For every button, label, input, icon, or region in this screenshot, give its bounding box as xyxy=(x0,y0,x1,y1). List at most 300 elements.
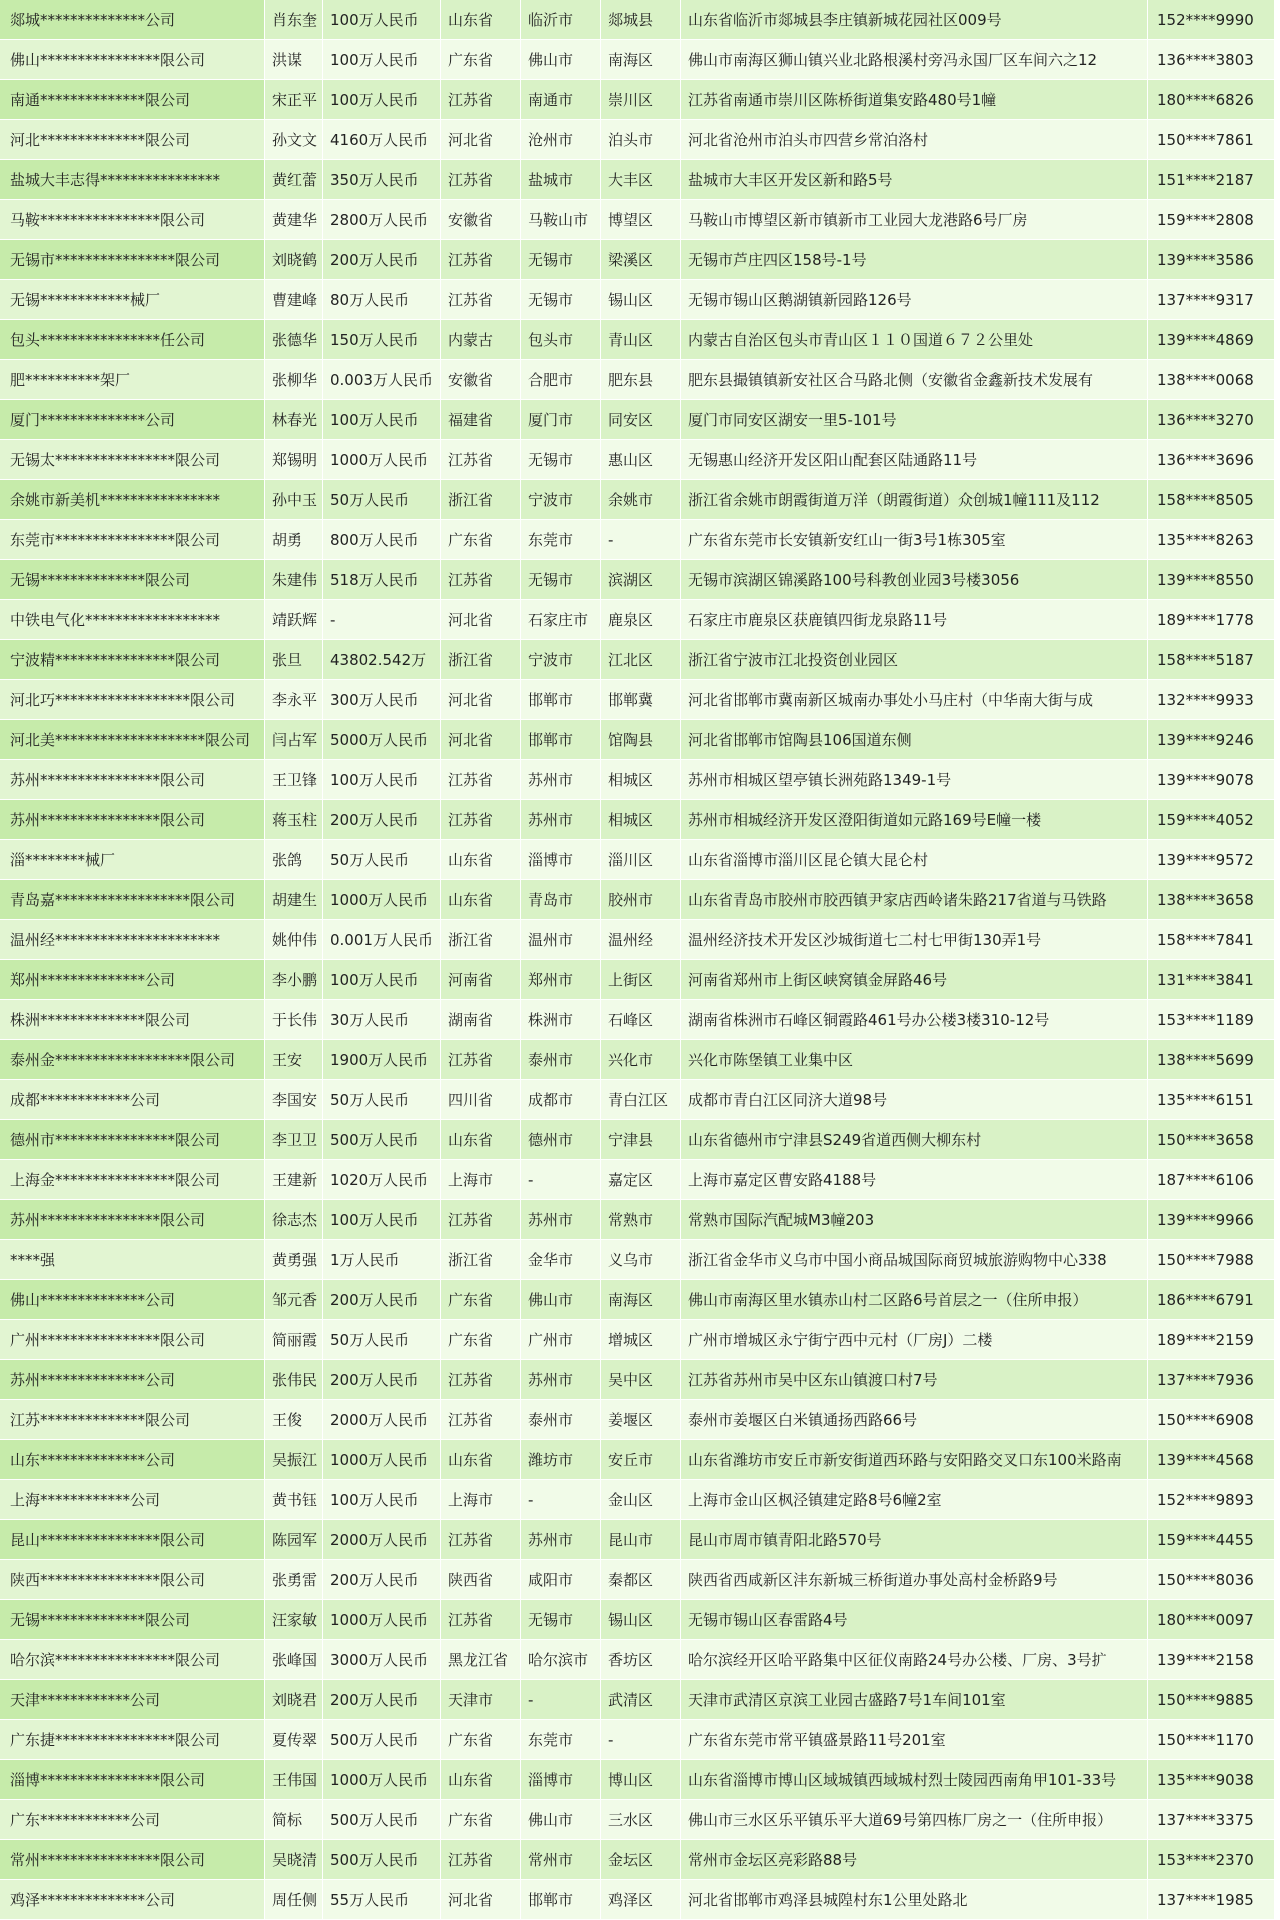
legal-person-cell: 周任侧 xyxy=(265,1880,323,1920)
city-cell: 宁波市 xyxy=(521,480,601,520)
province-cell: 江苏省 xyxy=(441,560,521,600)
district-cell: 青山区 xyxy=(601,320,681,360)
province-cell: 黑龙江省 xyxy=(441,1640,521,1680)
legal-person-cell: 刘晓君 xyxy=(265,1680,323,1720)
address-cell: 常熟市国际汽配城M3幢203 xyxy=(681,1200,1148,1240)
phone-cell: 139****4869 xyxy=(1148,320,1275,360)
registered-capital-cell: 150万人民币 xyxy=(323,320,441,360)
legal-person-cell: 张旦 xyxy=(265,640,323,680)
registered-capital-cell: 0.003万人民币 xyxy=(323,360,441,400)
company-name-cell: 山东**************公司 xyxy=(0,1440,265,1480)
table-row xyxy=(0,320,1275,360)
company-name-cell: 天津************公司 xyxy=(0,1680,265,1720)
province-cell: 河北省 xyxy=(441,120,521,160)
registered-capital-cell: 1万人民币 xyxy=(323,1240,441,1280)
company-name-cell: 鸡泽**************公司 xyxy=(0,1880,265,1920)
phone-cell: 139****9966 xyxy=(1148,1200,1275,1240)
registered-capital-cell: 200万人民币 xyxy=(323,800,441,840)
table-row xyxy=(0,1800,1275,1840)
phone-cell: 150****7988 xyxy=(1148,1240,1275,1280)
district-cell: 青白江区 xyxy=(601,1080,681,1120)
address-cell: 陕西省西咸新区沣东新城三桥街道办事处高村金桥路9号 xyxy=(681,1560,1148,1600)
address-cell: 成都市青白江区同济大道98号 xyxy=(681,1080,1148,1120)
table-row xyxy=(0,800,1275,840)
address-cell: 无锡市芦庄四区158号-1号 xyxy=(681,240,1148,280)
district-cell: 滨湖区 xyxy=(601,560,681,600)
registered-capital-cell: 1000万人民币 xyxy=(323,880,441,920)
phone-cell: 139****2158 xyxy=(1148,1640,1275,1680)
company-name-cell: 盐城大丰志得**************** xyxy=(0,160,265,200)
city-cell: 邯郸市 xyxy=(521,1880,601,1920)
city-cell: 苏州市 xyxy=(521,1200,601,1240)
company-name-cell: 余姚市新美机**************** xyxy=(0,480,265,520)
district-cell: 吴中区 xyxy=(601,1360,681,1400)
registered-capital-cell: 300万人民币 xyxy=(323,680,441,720)
table-row xyxy=(0,1000,1275,1040)
registered-capital-cell: 100万人民币 xyxy=(323,1200,441,1240)
legal-person-cell: 张伟民 xyxy=(265,1360,323,1400)
district-cell: 锡山区 xyxy=(601,280,681,320)
registered-capital-cell: 100万人民币 xyxy=(323,40,441,80)
legal-person-cell: 王俊 xyxy=(265,1400,323,1440)
registered-capital-cell: 100万人民币 xyxy=(323,1480,441,1520)
city-cell: 咸阳市 xyxy=(521,1560,601,1600)
district-cell: 嘉定区 xyxy=(601,1160,681,1200)
city-cell: 广州市 xyxy=(521,1320,601,1360)
company-name-cell: 泰州金******************限公司 xyxy=(0,1040,265,1080)
phone-cell: 135****6151 xyxy=(1148,1080,1275,1120)
city-cell: 无锡市 xyxy=(521,1600,601,1640)
address-cell: 石家庄市鹿泉区获鹿镇四街龙泉路11号 xyxy=(681,600,1148,640)
phone-cell: 158****7841 xyxy=(1148,920,1275,960)
company-name-cell: 河北美********************限公司 xyxy=(0,720,265,760)
registered-capital-cell: 80万人民币 xyxy=(323,280,441,320)
address-cell: 肥东县撮镇镇新安社区合马路北侧（安徽省金鑫新技术发展有 xyxy=(681,360,1148,400)
city-cell: 德州市 xyxy=(521,1120,601,1160)
phone-cell: 139****9246 xyxy=(1148,720,1275,760)
legal-person-cell: 徐志杰 xyxy=(265,1200,323,1240)
province-cell: 广东省 xyxy=(441,1320,521,1360)
province-cell: 上海市 xyxy=(441,1480,521,1520)
table-row xyxy=(0,600,1275,640)
phone-cell: 187****6106 xyxy=(1148,1160,1275,1200)
company-name-cell: 佛山****************限公司 xyxy=(0,40,265,80)
table-row xyxy=(0,1480,1275,1520)
province-cell: 河北省 xyxy=(441,1880,521,1920)
registered-capital-cell: 43802.542万 xyxy=(323,640,441,680)
district-cell: 大丰区 xyxy=(601,160,681,200)
phone-cell: 138****5699 xyxy=(1148,1040,1275,1080)
table-row xyxy=(0,1200,1275,1240)
registered-capital-cell: 500万人民币 xyxy=(323,1800,441,1840)
table-row xyxy=(0,1320,1275,1360)
legal-person-cell: 郑锡明 xyxy=(265,440,323,480)
company-name-cell: 南通**************限公司 xyxy=(0,80,265,120)
legal-person-cell: 夏传翠 xyxy=(265,1720,323,1760)
province-cell: 安徽省 xyxy=(441,360,521,400)
registered-capital-cell: 200万人民币 xyxy=(323,1560,441,1600)
table-row xyxy=(0,880,1275,920)
table-row xyxy=(0,0,1275,40)
table-row xyxy=(0,760,1275,800)
province-cell: 四川省 xyxy=(441,1080,521,1120)
registered-capital-cell: 200万人民币 xyxy=(323,1680,441,1720)
table-row xyxy=(0,400,1275,440)
phone-cell: 180****6826 xyxy=(1148,80,1275,120)
table-row xyxy=(0,1600,1275,1640)
city-cell: 苏州市 xyxy=(521,760,601,800)
address-cell: 河北省邯郸市冀南新区城南办事处小马庄村（中华南大街与成 xyxy=(681,680,1148,720)
phone-cell: 159****2808 xyxy=(1148,200,1275,240)
registered-capital-cell: 100万人民币 xyxy=(323,80,441,120)
district-cell: 惠山区 xyxy=(601,440,681,480)
province-cell: 浙江省 xyxy=(441,1240,521,1280)
district-cell: - xyxy=(601,1720,681,1760)
district-cell: 石峰区 xyxy=(601,1000,681,1040)
city-cell: - xyxy=(521,1160,601,1200)
address-cell: 山东省淄博市博山区域城镇西域城村烈士陵园西南角甲101-33号 xyxy=(681,1760,1148,1800)
phone-cell: 139****8550 xyxy=(1148,560,1275,600)
table-row xyxy=(0,440,1275,480)
legal-person-cell: 孙文文 xyxy=(265,120,323,160)
phone-cell: 150****7861 xyxy=(1148,120,1275,160)
district-cell: 兴化市 xyxy=(601,1040,681,1080)
table-row xyxy=(0,1560,1275,1600)
legal-person-cell: 张勇雷 xyxy=(265,1560,323,1600)
city-cell: 苏州市 xyxy=(521,1520,601,1560)
city-cell: 无锡市 xyxy=(521,440,601,480)
legal-person-cell: 张德华 xyxy=(265,320,323,360)
phone-cell: 131****3841 xyxy=(1148,960,1275,1000)
province-cell: 山东省 xyxy=(441,840,521,880)
table-row xyxy=(0,200,1275,240)
province-cell: 江苏省 xyxy=(441,1360,521,1400)
company-name-cell: 无锡************械厂 xyxy=(0,280,265,320)
legal-person-cell: 吴振江 xyxy=(265,1440,323,1480)
table-row xyxy=(0,1680,1275,1720)
city-cell: 成都市 xyxy=(521,1080,601,1120)
legal-person-cell: 李卫卫 xyxy=(265,1120,323,1160)
legal-person-cell: 靖跃辉 xyxy=(265,600,323,640)
address-cell: 兴化市陈堡镇工业集中区 xyxy=(681,1040,1148,1080)
address-cell: 无锡市锡山区春雷路4号 xyxy=(681,1600,1148,1640)
district-cell: 秦都区 xyxy=(601,1560,681,1600)
registered-capital-cell: 0.001万人民币 xyxy=(323,920,441,960)
district-cell: 南海区 xyxy=(601,1280,681,1320)
city-cell: 温州市 xyxy=(521,920,601,960)
province-cell: 福建省 xyxy=(441,400,521,440)
legal-person-cell: 李小鹏 xyxy=(265,960,323,1000)
legal-person-cell: 林春光 xyxy=(265,400,323,440)
table-row xyxy=(0,120,1275,160)
city-cell: 苏州市 xyxy=(521,1360,601,1400)
address-cell: 湖南省株洲市石峰区铜霞路461号办公楼3楼310-12号 xyxy=(681,1000,1148,1040)
phone-cell: 180****0097 xyxy=(1148,1600,1275,1640)
province-cell: 天津市 xyxy=(441,1680,521,1720)
city-cell: 潍坊市 xyxy=(521,1440,601,1480)
registered-capital-cell: 350万人民币 xyxy=(323,160,441,200)
province-cell: 江苏省 xyxy=(441,160,521,200)
table-row xyxy=(0,1760,1275,1800)
city-cell: 金华市 xyxy=(521,1240,601,1280)
phone-cell: 132****9933 xyxy=(1148,680,1275,720)
registered-capital-cell: 500万人民币 xyxy=(323,1120,441,1160)
company-name-cell: 苏州****************限公司 xyxy=(0,760,265,800)
city-cell: 沧州市 xyxy=(521,120,601,160)
city-cell: 邯郸市 xyxy=(521,720,601,760)
address-cell: 佛山市南海区狮山镇兴业北路根溪村旁冯永国厂区车间六之12 xyxy=(681,40,1148,80)
company-name-cell: 陕西****************限公司 xyxy=(0,1560,265,1600)
company-name-cell: 佛山**************公司 xyxy=(0,1280,265,1320)
registered-capital-cell: 1000万人民币 xyxy=(323,1440,441,1480)
company-name-cell: 苏州****************限公司 xyxy=(0,1200,265,1240)
legal-person-cell: 王伟国 xyxy=(265,1760,323,1800)
province-cell: 河南省 xyxy=(441,960,521,1000)
district-cell: 鸡泽区 xyxy=(601,1880,681,1920)
province-cell: 江苏省 xyxy=(441,1200,521,1240)
legal-person-cell: 蒋玉柱 xyxy=(265,800,323,840)
phone-cell: 139****4568 xyxy=(1148,1440,1275,1480)
legal-person-cell: 汪家敏 xyxy=(265,1600,323,1640)
district-cell: 增城区 xyxy=(601,1320,681,1360)
city-cell: 临沂市 xyxy=(521,0,601,40)
company-name-cell: 青岛嘉******************限公司 xyxy=(0,880,265,920)
company-name-cell: 马鞍****************限公司 xyxy=(0,200,265,240)
province-cell: 河北省 xyxy=(441,600,521,640)
registered-capital-cell: 1900万人民币 xyxy=(323,1040,441,1080)
district-cell: 馆陶县 xyxy=(601,720,681,760)
registered-capital-cell: 100万人民币 xyxy=(323,760,441,800)
registered-capital-cell: 50万人民币 xyxy=(323,840,441,880)
phone-cell: 138****3658 xyxy=(1148,880,1275,920)
province-cell: 广东省 xyxy=(441,1800,521,1840)
city-cell: 无锡市 xyxy=(521,280,601,320)
registered-capital-cell: 50万人民币 xyxy=(323,480,441,520)
registered-capital-cell: 5000万人民币 xyxy=(323,720,441,760)
city-cell: 青岛市 xyxy=(521,880,601,920)
province-cell: 江苏省 xyxy=(441,240,521,280)
district-cell: 相城区 xyxy=(601,800,681,840)
company-name-cell: 河北巧******************限公司 xyxy=(0,680,265,720)
address-cell: 山东省德州市宁津县S249省道西侧大柳东村 xyxy=(681,1120,1148,1160)
registered-capital-cell: 1000万人民币 xyxy=(323,1600,441,1640)
registered-capital-cell: 1000万人民币 xyxy=(323,1760,441,1800)
province-cell: 浙江省 xyxy=(441,480,521,520)
district-cell: 三水区 xyxy=(601,1800,681,1840)
district-cell: 昆山市 xyxy=(601,1520,681,1560)
province-cell: 江苏省 xyxy=(441,1520,521,1560)
company-name-cell: 郯城**************公司 xyxy=(0,0,265,40)
phone-cell: 152****9893 xyxy=(1148,1480,1275,1520)
province-cell: 江苏省 xyxy=(441,1400,521,1440)
address-cell: 苏州市相城经济开发区澄阳街道如元路169号E幢一楼 xyxy=(681,800,1148,840)
phone-cell: 186****6791 xyxy=(1148,1280,1275,1320)
district-cell: 同安区 xyxy=(601,400,681,440)
registered-capital-cell: - xyxy=(323,600,441,640)
registered-capital-cell: 30万人民币 xyxy=(323,1000,441,1040)
district-cell: 博山区 xyxy=(601,1760,681,1800)
province-cell: 江苏省 xyxy=(441,800,521,840)
phone-cell: 150****8036 xyxy=(1148,1560,1275,1600)
address-cell: 广州市增城区永宁街宁西中元村（厂房J）二楼 xyxy=(681,1320,1148,1360)
registered-capital-cell: 800万人民币 xyxy=(323,520,441,560)
city-cell: 泰州市 xyxy=(521,1040,601,1080)
address-cell: 无锡惠山经济开发区阳山配套区陆通路11号 xyxy=(681,440,1148,480)
address-cell: 佛山市南海区里水镇赤山村二区路6号首层之一（住所申报） xyxy=(681,1280,1148,1320)
table-row xyxy=(0,1880,1275,1920)
city-cell: 淄博市 xyxy=(521,840,601,880)
phone-cell: 159****4052 xyxy=(1148,800,1275,840)
table-row xyxy=(0,1400,1275,1440)
province-cell: 山东省 xyxy=(441,0,521,40)
legal-person-cell: 王建新 xyxy=(265,1160,323,1200)
table-row xyxy=(0,360,1275,400)
legal-person-cell: 王安 xyxy=(265,1040,323,1080)
address-cell: 山东省潍坊市安丘市新安街道西环路与安阳路交叉口东100米路南 xyxy=(681,1440,1148,1480)
address-cell: 河北省邯郸市鸡泽县城隍村东1公里处路北 xyxy=(681,1880,1148,1920)
company-name-cell: 苏州****************限公司 xyxy=(0,800,265,840)
legal-person-cell: 黄勇强 xyxy=(265,1240,323,1280)
district-cell: 香坊区 xyxy=(601,1640,681,1680)
district-cell: 江北区 xyxy=(601,640,681,680)
district-cell: 金坛区 xyxy=(601,1840,681,1880)
table-row xyxy=(0,1440,1275,1480)
province-cell: 广东省 xyxy=(441,1280,521,1320)
registered-capital-cell: 200万人民币 xyxy=(323,1360,441,1400)
table-row xyxy=(0,1840,1275,1880)
legal-person-cell: 陈园军 xyxy=(265,1520,323,1560)
phone-cell: 189****1778 xyxy=(1148,600,1275,640)
table-row xyxy=(0,40,1275,80)
district-cell: 锡山区 xyxy=(601,1600,681,1640)
table-row xyxy=(0,1160,1275,1200)
province-cell: 河北省 xyxy=(441,680,521,720)
table-row xyxy=(0,1360,1275,1400)
city-cell: 佛山市 xyxy=(521,1280,601,1320)
legal-person-cell: 简丽霞 xyxy=(265,1320,323,1360)
district-cell: 温州经 xyxy=(601,920,681,960)
table-row xyxy=(0,1520,1275,1560)
legal-person-cell: 王卫锋 xyxy=(265,760,323,800)
table-row xyxy=(0,920,1275,960)
phone-cell: 139****9078 xyxy=(1148,760,1275,800)
city-cell: 郑州市 xyxy=(521,960,601,1000)
address-cell: 内蒙古自治区包头市青山区１１０国道６７２公里处 xyxy=(681,320,1148,360)
company-name-cell: 广东捷****************限公司 xyxy=(0,1720,265,1760)
table-row xyxy=(0,960,1275,1000)
company-name-cell: 上海************公司 xyxy=(0,1480,265,1520)
company-name-cell: 苏州**************公司 xyxy=(0,1360,265,1400)
legal-person-cell: 肖东奎 xyxy=(265,0,323,40)
city-cell: 无锡市 xyxy=(521,240,601,280)
company-name-cell: 无锡**************限公司 xyxy=(0,560,265,600)
province-cell: 浙江省 xyxy=(441,920,521,960)
legal-person-cell: 黄红蕾 xyxy=(265,160,323,200)
phone-cell: 158****5187 xyxy=(1148,640,1275,680)
province-cell: 山东省 xyxy=(441,1440,521,1480)
city-cell: 株洲市 xyxy=(521,1000,601,1040)
table-row xyxy=(0,680,1275,720)
phone-cell: 151****2187 xyxy=(1148,160,1275,200)
phone-cell: 139****3586 xyxy=(1148,240,1275,280)
district-cell: 姜堰区 xyxy=(601,1400,681,1440)
legal-person-cell: 简标 xyxy=(265,1800,323,1840)
address-cell: 厦门市同安区湖安一里5-101号 xyxy=(681,400,1148,440)
table-row xyxy=(0,160,1275,200)
district-cell: 武清区 xyxy=(601,1680,681,1720)
district-cell: 鹿泉区 xyxy=(601,600,681,640)
company-name-cell: 无锡**************限公司 xyxy=(0,1600,265,1640)
company-name-cell: 德州市****************限公司 xyxy=(0,1120,265,1160)
table-row xyxy=(0,520,1275,560)
province-cell: 广东省 xyxy=(441,40,521,80)
province-cell: 上海市 xyxy=(441,1160,521,1200)
address-cell: 河北省邯郸市馆陶县106国道东侧 xyxy=(681,720,1148,760)
address-cell: 江苏省南通市崇川区陈桥街道集安路480号1幢 xyxy=(681,80,1148,120)
district-cell: 肥东县 xyxy=(601,360,681,400)
table-row xyxy=(0,1040,1275,1080)
phone-cell: 136****3270 xyxy=(1148,400,1275,440)
address-cell: 上海市嘉定区曹安路4188号 xyxy=(681,1160,1148,1200)
legal-person-cell: 邹元香 xyxy=(265,1280,323,1320)
legal-person-cell: 洪谋 xyxy=(265,40,323,80)
table-row xyxy=(0,80,1275,120)
company-name-cell: 宁波精****************限公司 xyxy=(0,640,265,680)
city-cell: 哈尔滨市 xyxy=(521,1640,601,1680)
phone-cell: 136****3803 xyxy=(1148,40,1275,80)
company-name-cell: 东莞市****************限公司 xyxy=(0,520,265,560)
registered-capital-cell: 55万人民币 xyxy=(323,1880,441,1920)
company-name-cell: 淄博****************限公司 xyxy=(0,1760,265,1800)
district-cell: 安丘市 xyxy=(601,1440,681,1480)
phone-cell: 152****9990 xyxy=(1148,0,1275,40)
phone-cell: 150****1170 xyxy=(1148,1720,1275,1760)
address-cell: 苏州市相城区望亭镇长洲苑路1349-1号 xyxy=(681,760,1148,800)
company-name-cell: 广州****************限公司 xyxy=(0,1320,265,1360)
legal-person-cell: 孙中玉 xyxy=(265,480,323,520)
registered-capital-cell: 50万人民币 xyxy=(323,1320,441,1360)
district-cell: 金山区 xyxy=(601,1480,681,1520)
city-cell: 常州市 xyxy=(521,1840,601,1880)
address-cell: 无锡市锡山区鹅湖镇新园路126号 xyxy=(681,280,1148,320)
address-cell: 广东省东莞市长安镇新安红山一街3号1栋305室 xyxy=(681,520,1148,560)
province-cell: 陕西省 xyxy=(441,1560,521,1600)
registered-capital-cell: 200万人民币 xyxy=(323,1280,441,1320)
table-row xyxy=(0,1280,1275,1320)
legal-person-cell: 宋正平 xyxy=(265,80,323,120)
address-cell: 温州经济技术开发区沙城街道七二村七甲街130弄1号 xyxy=(681,920,1148,960)
city-cell: 佛山市 xyxy=(521,1800,601,1840)
address-cell: 浙江省余姚市朗霞街道万洋（朗霞街道）众创城1幢111及112 xyxy=(681,480,1148,520)
legal-person-cell: 李永平 xyxy=(265,680,323,720)
district-cell: 宁津县 xyxy=(601,1120,681,1160)
legal-person-cell: 张鸽 xyxy=(265,840,323,880)
table-row xyxy=(0,640,1275,680)
city-cell: - xyxy=(521,1480,601,1520)
registered-capital-cell: 2000万人民币 xyxy=(323,1520,441,1560)
city-cell: 南通市 xyxy=(521,80,601,120)
address-cell: 天津市武清区京滨工业园古盛路7号1车间101室 xyxy=(681,1680,1148,1720)
registered-capital-cell: 1000万人民币 xyxy=(323,440,441,480)
province-cell: 山东省 xyxy=(441,1120,521,1160)
table-row xyxy=(0,1120,1275,1160)
table-row xyxy=(0,1640,1275,1680)
address-cell: 浙江省宁波市江北投资创业园区 xyxy=(681,640,1148,680)
city-cell: 佛山市 xyxy=(521,40,601,80)
address-cell: 河南省郑州市上街区峡窝镇金屏路46号 xyxy=(681,960,1148,1000)
phone-cell: 158****8505 xyxy=(1148,480,1275,520)
table-row xyxy=(0,720,1275,760)
